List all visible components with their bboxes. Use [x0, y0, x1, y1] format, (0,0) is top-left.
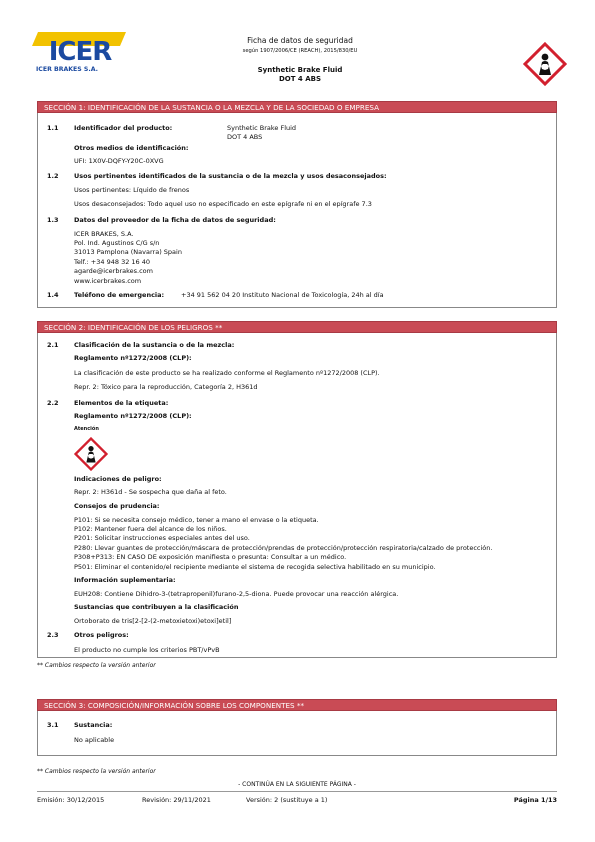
section-2-1-number: 2.1 [47, 341, 59, 349]
company-logo [30, 28, 130, 70]
product-code: DOT 4 ABS [278, 75, 322, 83]
sds-title: Ficha de datos de seguridad [247, 36, 353, 45]
substance-text: No aplicable [74, 736, 115, 744]
other-hazards-text: El producto no cumple los criterios PBT/vPvB [74, 646, 220, 654]
relevant-uses: Usos pertinentes: Líquido de frenos [74, 186, 190, 194]
precautionary-statement: P102: Mantener fuera del alcance de los niños. [74, 525, 227, 533]
health-hazard-icon [523, 42, 567, 86]
regulation-text: según 1907/2006/CE (REACH), 2015/830/EU [242, 48, 358, 54]
section-1-3-label: Datos del proveedor de la ficha de datos de seguridad: [74, 216, 276, 224]
footer-divider [37, 791, 557, 792]
other-identification-label: Otros medios de identificación: [74, 144, 189, 152]
section-1-header: SECCIÓN 1: IDENTIFICACIÓN DE LA SUSTANCIA O LA MEZCLA Y DE LA SOCIEDAD O EMPRESA [37, 101, 557, 113]
section-3-1-label: Sustancia: [74, 721, 113, 729]
health-hazard-icon [74, 437, 108, 471]
clp-regulation-label: Reglamento nº1272/2008 (CLP): [74, 354, 192, 362]
precautionary-statement: P201: Solicitar instrucciones especiales antes del uso. [74, 534, 250, 542]
product-name: Synthetic Brake Fluid [257, 66, 343, 74]
precautionary-label: Consejos de prudencia: [74, 502, 160, 510]
section-2-header: SECCIÓN 2: IDENTIFICACIÓN DE LOS PELIGROS ** [37, 321, 557, 333]
section-3-1-number: 3.1 [47, 721, 59, 729]
signal-word: Atención [74, 426, 99, 432]
section-1-1-label: Identificador del producto: [74, 124, 173, 132]
clp-regulation-label: Reglamento nº1272/2008 (CLP): [74, 412, 192, 420]
precautionary-statement: P308+P313: EN CASO DE exposición manifiesta o presunta: Consultar a un médico. [74, 553, 347, 561]
section-3-header: SECCIÓN 3: COMPOSICIÓN/INFORMACIÓN SOBRE LOS COMPONENTES ** [37, 699, 557, 711]
hazard-statements-label: Indicaciones de peligro: [74, 475, 162, 483]
supplier-line: 31013 Pamplona (Navarra) Spain [74, 248, 182, 256]
section-1-2-number: 1.2 [47, 172, 59, 180]
section-1-3-number: 1.3 [47, 216, 59, 224]
emergency-phone: +34 91 562 04 20 Instituto Nacional de Toxicología, 24h al día [181, 291, 384, 299]
changes-note: ** Cambios respecto la versión anterior [37, 768, 156, 775]
contributing-substance: Ortoborato de tris[2-[2-(2-metoxietoxi)etoxi]etil] [74, 617, 232, 625]
precautionary-statement: P101: Si se necesita consejo médico, tener a mano el envase o la etiqueta. [74, 516, 319, 524]
section-2-2-number: 2.2 [47, 399, 59, 407]
supplementary-info-label: Información suplementaria: [74, 576, 176, 584]
section-1-4-label: Teléfono de emergencia: [74, 291, 165, 299]
hazard-statement: Repr. 2: H361d - Se sospecha que daña al feto. [74, 488, 227, 496]
supplier-line: Pol. Ind. Agustinos C/G s/n [74, 239, 160, 247]
supplier-email: agarde@icerbrakes.com [74, 267, 153, 275]
supplementary-info: EUH208: Contiene Dihidro-3-(tetrapropenil)furano-2,5-diona. Puede provocar una reacción alérgica. [74, 590, 399, 598]
supplier-line: ICER BRAKES, S.A. [74, 230, 134, 238]
section-2-3-label: Otros peligros: [74, 631, 129, 639]
page-number: Página 1/13 [513, 796, 557, 804]
precautionary-statement: P280: Llevar guantes de protección/máscara de protección/prendas de protección/protección respiratoria/calzado de protección. [74, 544, 493, 552]
section-2-2-label: Elementos de la etiqueta: [74, 399, 169, 407]
section-1-1-number: 1.1 [47, 124, 59, 132]
section-2-3-number: 2.3 [47, 631, 59, 639]
product-identifier-name: Synthetic Brake Fluid [227, 124, 297, 132]
section-1-2-label: Usos pertinentes identificados de la sustancia o de la mezcla y usos desaconsejados: [74, 172, 387, 180]
contributing-substances-label: Sustancias que contribuyen a la clasificación [74, 603, 239, 611]
section-2-1-label: Clasificación de la sustancia o de la mezcla: [74, 341, 235, 349]
logo-subtitle: ICER BRAKES S.A. [36, 66, 98, 73]
continues-notice: - CONTINÚA EN LA SIGUIENTE PÁGINA - [238, 781, 356, 788]
supplier-website: www.icerbrakes.com [74, 277, 142, 285]
classification-note: La clasificación de este producto se ha realizado conforme el Reglamento nº1272/2008 (CLP). [74, 369, 380, 377]
revision-date: Revisión: 29/11/2021 [142, 796, 211, 804]
uses-advised-against: Usos desaconsejados: Todo aquel uso no especificado en este epígrafe ni en el epígrafe 7.3 [74, 200, 372, 208]
logo-wordmark: ICER [48, 37, 112, 67]
issue-date: Emisión: 30/12/2015 [37, 796, 105, 804]
section-3-box [37, 711, 557, 756]
ufi-code: UFI: 1X0V-DQFY-Y20C-0XVG [74, 157, 164, 165]
product-identifier-code: DOT 4 ABS [227, 133, 263, 141]
version-info: Versión: 2 (sustituye a 1) [246, 796, 328, 804]
supplier-line: Telf.: +34 948 32 16 40 [74, 258, 151, 266]
changes-note: ** Cambios respecto la versión anterior [37, 662, 156, 669]
classification-hazard: Repr. 2: Tóxico para la reproducción, Categoría 2, H361d [74, 383, 258, 391]
section-1-4-number: 1.4 [47, 291, 59, 299]
precautionary-statement: P501: Eliminar el contenido/el recipiente mediante el sistema de recogida selectiva habilitado en su municipio. [74, 563, 436, 571]
